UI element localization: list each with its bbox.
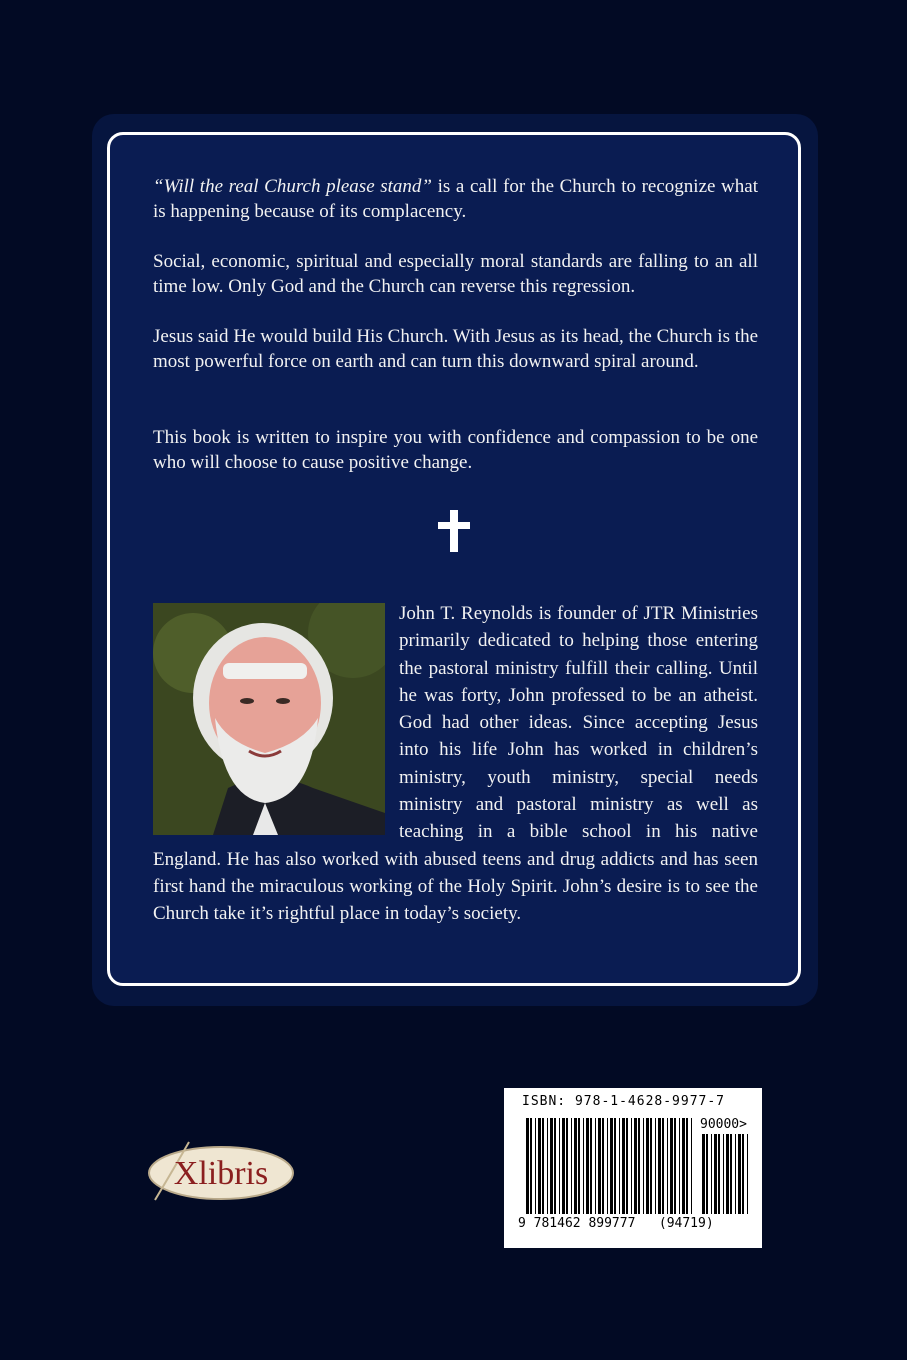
blurb-paragraph-4: This book is written to inspire you with confidence and compassion to be one who will choose to cause positive change. [153,427,758,473]
isbn-barcode [504,1088,762,1248]
author-portrait-illustration [153,603,385,835]
barcode-bars [526,1118,696,1214]
blurb-paragraph-1-text: is a call for the Church to recognize what is happening because of its complacency. [153,176,758,222]
author-photo [153,603,385,835]
author-bio [153,600,758,928]
book-title-quote: “Will the real Church please stand” [153,176,432,197]
blurb-paragraph-1 [153,174,758,224]
barcode-digits: 9 781462 899777 (94719) [518,1216,714,1231]
barcode-addon-bars [702,1134,752,1214]
publisher-logo [145,1140,297,1204]
price-code: 90000> [700,1117,747,1132]
author-bio-text: John T. Reynolds is founder of JTR Ministries primarily dedicated to helping those entering the pastoral ministry fulfill their calling. Until he was forty, John professed to be an atheist. God had other ideas. Since accepting Jesus into his life John has worked in children’s ministry, youth ministry, special needs ministry and pastoral ministry as well as teaching in a bible school in his native England. He has also worked with abused teens and drug addicts and has seen first hand the miraculous working of the Holy Spirit. John’s desire is to see the Church take it’s rightful place in today’s society. [153,603,758,925]
cross-icon [438,510,470,552]
blurb-paragraph-2: Social, economic, spiritual and especially moral standards are falling to an all time low. Only God and the Church can reverse this regression. [153,251,758,297]
blurb-paragraph-3: Jesus said He would build His Church. With Jesus as its head, the Church is the most powerful force on earth and can turn this downward spiral around. [153,326,758,372]
isbn-label: ISBN: 978-1-4628-9977-7 [522,1094,726,1109]
publisher-logo-text: Xlibris [173,1155,269,1192]
